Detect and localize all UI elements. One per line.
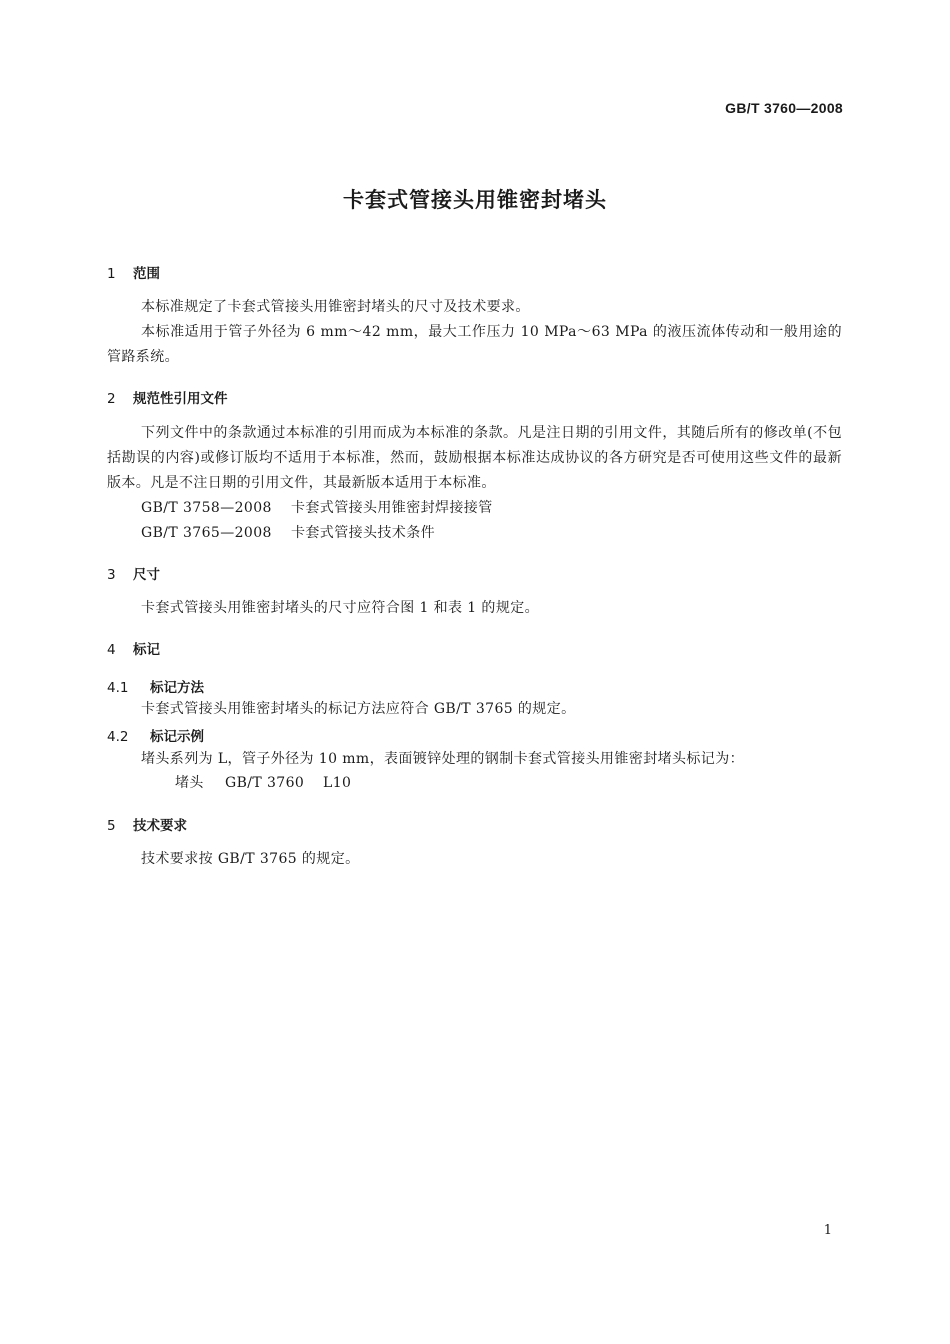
section-number: 4 <box>107 642 116 658</box>
subsection-title: 标记示例 <box>150 729 204 745</box>
section-number: 3 <box>107 567 116 583</box>
document-title: 卡套式管接头用锥密封堵头 <box>343 188 607 212</box>
section-heading-normative <box>107 387 228 407</box>
section-title: 技术要求 <box>133 818 187 834</box>
section-number: 1 <box>107 266 116 282</box>
standard-number: GB/T 3760—2008 <box>725 100 843 116</box>
scope-paragraph-1: 本标准规定了卡套式管接头用锥密封堵头的尺寸及技术要求。 <box>141 299 530 315</box>
mark-code: L10 <box>323 775 352 791</box>
section-title: 尺寸 <box>133 567 160 583</box>
page-number: 1 <box>823 1223 832 1238</box>
marking-example-paragraph: 堵头系列为 L，管子外径为 10 mm，表面镀锌处理的钢制卡套式管接头用锥密封堵头标记为： <box>141 751 745 767</box>
reference-item <box>141 496 493 521</box>
subsection-heading-marking-method <box>107 676 204 696</box>
section-heading-dimensions <box>107 563 160 583</box>
subsection-heading-marking-example <box>107 725 204 745</box>
marking-method-paragraph: 卡套式管接头用锥密封堵头的标记方法应符合 GB/T 3765 的规定。 <box>141 701 576 717</box>
reference-code: GB/T 3758—2008 <box>141 500 272 516</box>
subsection-number: 4.2 <box>107 729 129 745</box>
reference-code: GB/T 3765—2008 <box>141 525 272 541</box>
subsection-number: 4.1 <box>107 680 129 696</box>
section-number: 5 <box>107 818 116 834</box>
reference-name: 卡套式管接头技术条件 <box>291 525 435 541</box>
section-title: 规范性引用文件 <box>133 391 228 407</box>
section-heading-scope <box>107 262 160 282</box>
dimensions-paragraph: 卡套式管接头用锥密封堵头的尺寸应符合图 1 和表 1 的规定。 <box>141 600 540 616</box>
reference-name: 卡套式管接头用锥密封焊接接管 <box>291 500 493 516</box>
section-title: 范围 <box>133 266 160 282</box>
reference-item <box>141 521 435 546</box>
subsection-title: 标记方法 <box>150 680 204 696</box>
marking-example-line <box>175 771 351 796</box>
section-heading-marking <box>107 638 160 658</box>
mark-standard: GB/T 3760 <box>225 775 305 791</box>
section-title: 标记 <box>133 642 160 658</box>
section-number: 2 <box>107 391 116 407</box>
section-heading-technical <box>107 814 187 834</box>
normative-paragraph: 下列文件中的条款通过本标准的引用而成为本标准的条款。凡是注日期的引用文件，其随后所有的修改单(不包括勘误的内容)或修订版均不适用于本标准，然而，鼓励根据本标准达成协议的各方研究是否可使用这些文件的最新版本。凡是不注日期的引用文件，其最新版本适用于本标准。 <box>107 425 842 491</box>
scope-paragraph-2: 本标准适用于管子外径为 6 mm～42 mm，最大工作压力 10 MPa～63 MPa 的液压流体传动和一般用途的管路系统。 <box>107 324 842 365</box>
mark-name: 堵头 <box>175 775 204 791</box>
technical-paragraph: 技术要求按 GB/T 3765 的规定。 <box>141 851 360 867</box>
